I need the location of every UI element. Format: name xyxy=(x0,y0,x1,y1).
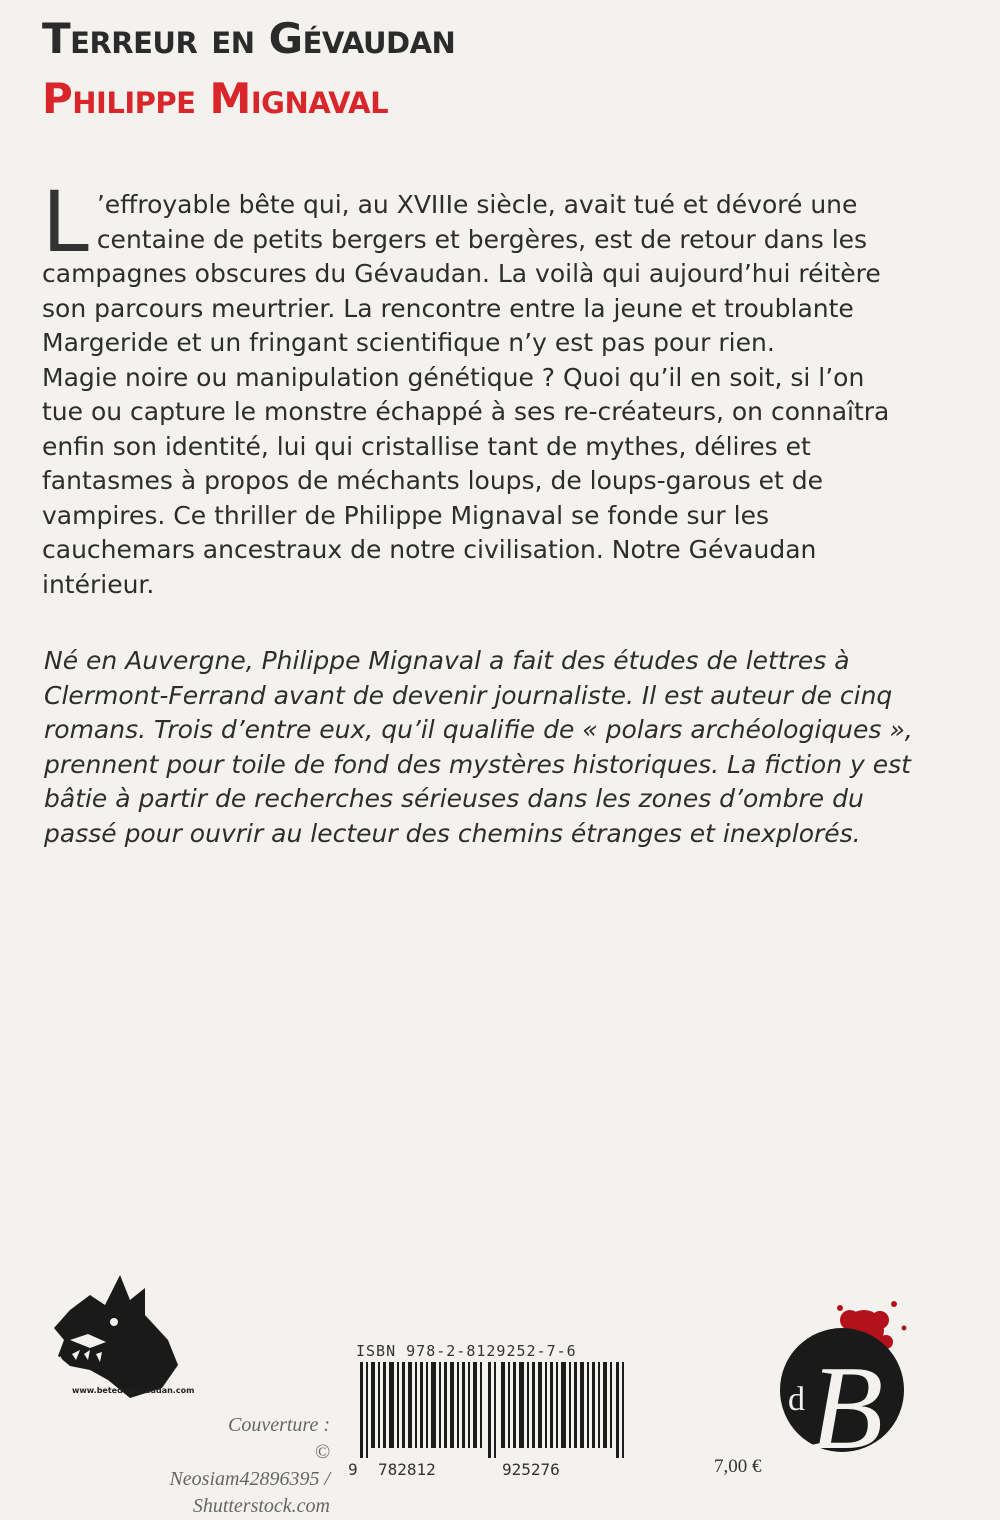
barcode xyxy=(352,1362,652,1458)
publisher-logo-b: B xyxy=(810,1341,884,1460)
back-cover-blurb xyxy=(42,173,912,602)
publisher-logo xyxy=(760,1290,930,1460)
credit-line-2: © Neosiam42896395 / xyxy=(169,1441,330,1490)
isbn-label: ISBN 978-2-8129252-7-6 xyxy=(356,1342,577,1360)
barcode-left-digits: 782812 xyxy=(378,1460,436,1479)
blurb-paragraph-1 xyxy=(42,173,912,361)
credit-line-1: Couverture : xyxy=(227,1414,330,1436)
barcode-lead-digit: 9 xyxy=(348,1460,358,1479)
drop-cap: L xyxy=(42,173,89,271)
book-author: Philippe Mignaval xyxy=(42,74,389,123)
website-url: www.betedugevaudan.com xyxy=(72,1386,195,1395)
publisher-logo-d: d xyxy=(788,1381,805,1418)
barcode-right-digits: 925276 xyxy=(502,1460,560,1479)
cover-credit xyxy=(160,1412,330,1520)
blurb-paragraph-2: Magie noire ou manipulation génétique ? Quoi qu’il en soit, si l’on tue ou capture le monstre échappé à ses re-créateurs, on connaîtra enfin son identité, lui qui cristallise tant de mythes, délires et fantasmes à propos de méchants loups, de loups-garous et de vampires. Ce thriller de Philippe Mignaval se fonde sur les cauchemars ancestraux de notre civilisation. Notre Gévaudan intérieur. xyxy=(42,362,890,599)
blurb-paragraph-1-text: ’effroyable bête qui, au XVIIIe siècle, avait tué et dévoré une centaine de petits bergers et bergères, est de retour dans les campagnes obscures du Gévaudan. La voilà qui aujourd’hui réitère son parcours meurtrier. La rencontre entre la jeune et troublante Margeride et un fringant scientifique n’y est pas pour rien. xyxy=(42,190,881,357)
price: 7,00 € xyxy=(714,1456,762,1477)
book-title: Terreur en Gévaudan xyxy=(42,14,456,63)
credit-line-3: Shutterstock.com xyxy=(192,1495,330,1517)
wolf-head-icon xyxy=(50,1270,190,1400)
author-bio: Né en Auvergne, Philippe Mignaval a fait des études de lettres à Clermont-Ferrand avant de devenir journaliste. Il est auteur de cinq romans. Trois d’entre eux, qu’il qualifie de « polars archéologiques », prennent pour toile de fond des mystères historiques. La fiction y est bâtie à partir de recherches sérieuses dans les zones d’ombre du passé pour ouvrir au lecteur des chemins étranges et inexplorés. xyxy=(44,646,913,848)
